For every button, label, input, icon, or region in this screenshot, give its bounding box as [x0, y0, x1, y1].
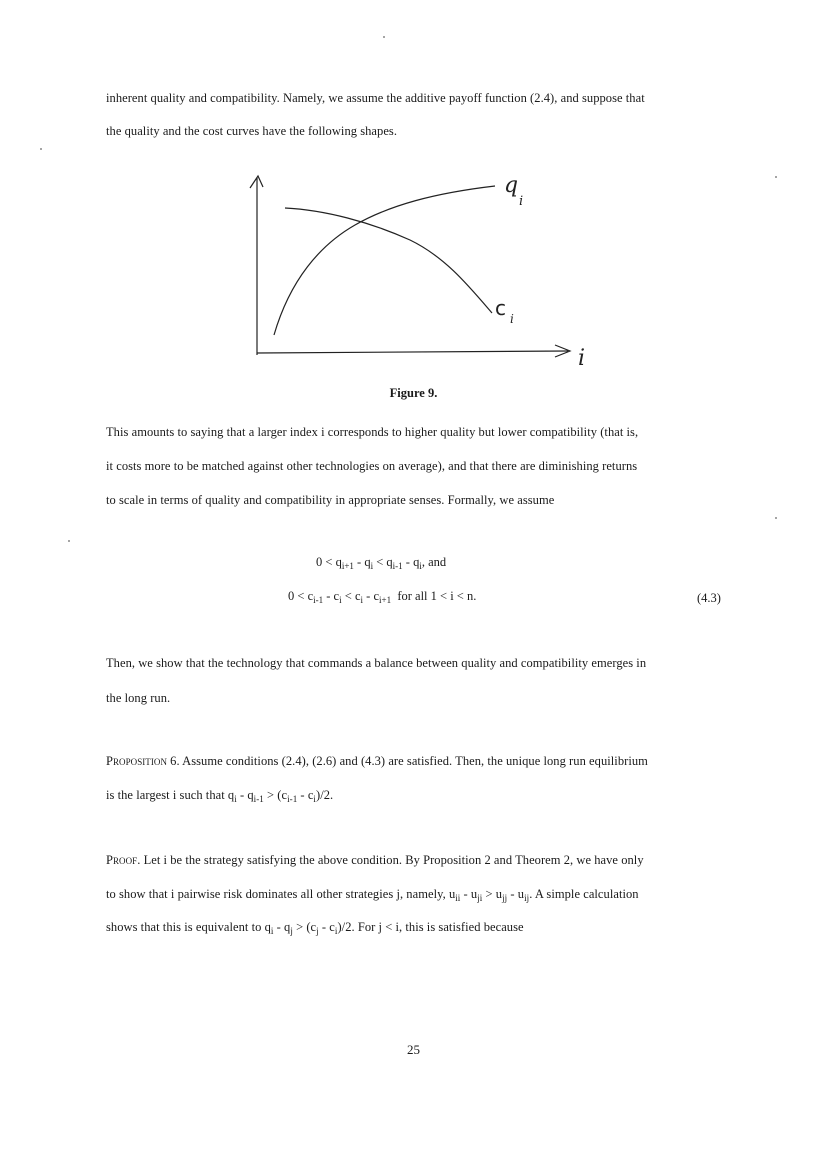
paragraph2-line2: it costs more to be matched against other technologies on average), and that there are diminishing returns [106, 459, 638, 473]
proposition-line1: Proposition 6. Assume conditions (2.4), (2.6) and (4.3) are satisfied. Then, the unique long run equilibrium [106, 754, 648, 768]
curve-q-subscript: i [519, 194, 524, 209]
curve-q-label: q [504, 173, 519, 198]
curve-c-subscript: i [510, 312, 514, 326]
x-axis [257, 351, 568, 353]
proof-line2: to show that i pairwise risk dominates all other strategies j, namely, $u_{ii} - u_{ji} > u_{jj} - u_{ij}$. A simple calculation [106, 887, 639, 903]
equation-line-2: $0 < c_{i-1} - c_i < c_i - c_{i+1}$ for all 1 < i < n. [288, 589, 477, 605]
proposition-heading: Proposition 6. [106, 754, 180, 768]
page-number: 25 [407, 1042, 420, 1057]
equation-line-1: $0 < q_{i+1} - q_i < q_{i-1} - q_i$, and [316, 555, 447, 571]
paragraph3-line2: the long run. [106, 691, 171, 705]
proposition-line2: is the largest i such that $q_i - q_{i-1} > (c_{i-1} - c_i)/2$. [106, 788, 334, 804]
paragraph1-line2: the quality and the cost curves have the following shapes. [106, 124, 398, 138]
paragraph1-line1: inherent quality and compatibility. Namely, we assume the additive payoff function (2.4), and suppose that [106, 91, 645, 105]
equation-number: (4.3) [697, 591, 721, 605]
figure-9-sketch [230, 160, 610, 380]
paragraph3-line1: Then, we show that the technology that commands a balance between quality and compatibility emerges in [106, 656, 647, 670]
paragraph2-line1: This amounts to saying that a larger index i corresponds to higher quality but lower compatibility (that is, [106, 425, 639, 439]
proof-heading: Proof. [106, 853, 141, 867]
curve-c-label: c [495, 296, 506, 320]
proof-line1: Proof. Let i be the strategy satisfying the above condition. By Proposition 2 and Theorem 2, we have only [106, 853, 644, 867]
quality-curve [274, 186, 495, 335]
cost-curve [285, 208, 492, 313]
proof-line3: shows that this is equivalent to $q_i - q_j > (c_j - c_i)/2$. For j < i, this is satisfied because [106, 920, 524, 936]
figure-caption: Figure 9. [389, 386, 438, 400]
x-axis-label: i [578, 346, 586, 371]
paragraph2-line3: to scale in terms of quality and compatibility in appropriate senses. Formally, we assume [106, 493, 555, 507]
